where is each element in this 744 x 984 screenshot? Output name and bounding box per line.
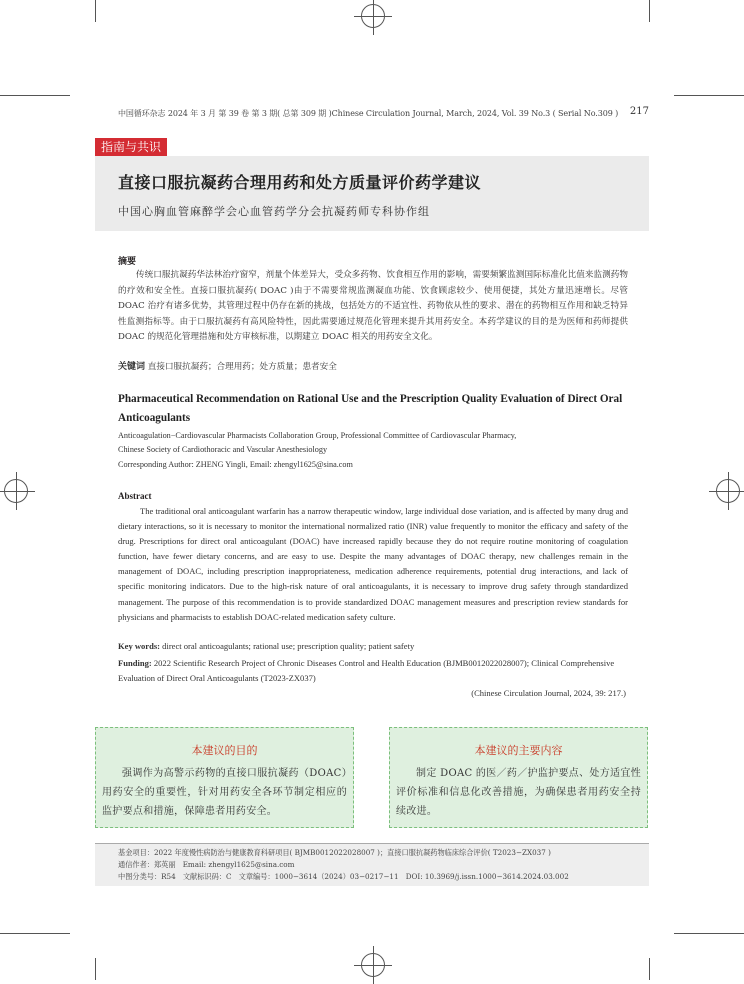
footer-corresponding-line: 通信作者：郑英丽 Email: zhengyl1625@sina.com: [118, 860, 295, 869]
crop-mark: [0, 95, 70, 96]
crop-mark: [0, 933, 70, 934]
keywords-value-en: direct oral anticoagulants; rational use; prescription quality; patient safety: [162, 641, 415, 651]
registration-mark-icon: [4, 479, 28, 503]
crop-mark: [95, 958, 96, 980]
citation-en: (Chinese Circulation Journal, 2024, 39: 217.): [471, 688, 626, 698]
keywords-label-en: Key words:: [118, 641, 161, 651]
crop-mark: [649, 958, 650, 980]
footer-funding-line: 基金项目：2022 年度慢性病防治与健康教育科研项目( BJMB0012022028007 )；直接口服抗凝药物临床综合评价( T2023−ZX037 ): [118, 848, 551, 857]
abstract-heading-en: Abstract: [118, 491, 152, 501]
title-band: [95, 156, 649, 231]
author-group-cn: 中国心胸血管麻醉学会心血管药学分会抗凝药师专科协作组: [118, 205, 430, 218]
funding-en: [118, 656, 628, 686]
authors-line: Anticoagulation−Cardiovascular Pharmacists Collaboration Group, Professional Committee of Cardiovascular Pharmacy,: [118, 431, 517, 440]
registration-mark-icon: [361, 953, 385, 977]
article-title-en: Pharmaceutical Recommendation on Rational Use and the Prescription Quality Evaluation of Direct Oral Anticoagulants: [118, 393, 623, 424]
funding-value: 2022 Scientific Research Project of Chronic Diseases Control and Health Education (BJMB0012022028007); Clinical Comprehensive Evaluation of Direct Oral Anticoagulants (T2023-ZX037): [118, 658, 615, 683]
section-tag: 指南与共识: [95, 138, 167, 156]
crop-mark: [95, 0, 96, 22]
registration-mark-icon: [361, 4, 385, 28]
purpose-box-text: 强调作为高警示药物的直接口服抗凝药（DOAC）用药安全的重要性，针对用药安全各环节制定相应的监护要点和措施，保障患者用药安全。: [102, 768, 347, 817]
purpose-box: [95, 727, 354, 828]
abstract-heading-cn: 摘要: [118, 257, 137, 267]
running-header: 中国循环杂志 2024 年 3 月 第 39 卷 第 3 期( 总第 309 期 )Chinese Circulation Journal, March, 2024, Vol. 39 No.3 ( Serial No.309 ): [118, 109, 619, 118]
crop-mark: [649, 0, 650, 22]
registration-mark-icon: [716, 479, 740, 503]
keywords-en: [118, 641, 628, 651]
abstract-body-cn: 传统口服抗凝药华法林治疗窗窄，剂量个体差异大，受众多药物、饮食相互作用的影响，需要频繁监测国际标准化比值来监测药物的疗效和安全性。直接口服抗凝药( DOAC )由于不需要常规监测凝血功能、饮食顾虑较少、使用便捷，其处方量迅速增长。尽管 DOAC 治疗有诸多优势，其管理过程中仍存在新的挑战，包括处方的不适宜性、药物依从性的要求、潜在的药物相互作用和缺乏特异性监测指标等。由于口服抗凝药有高风险特性，因此需要通过规范化管理来提升其用药安全。本药学建议的目的是为医师和药师提供 DOAC 的规范化管理措施和处方审核标准，以期建立 DOAC 相关的用药安全文化。: [118, 270, 628, 343]
author-block-en: [118, 429, 628, 472]
article-title-cn: 直接口服抗凝药合理用药和处方质量评价药学建议: [118, 173, 482, 192]
abstract-body-en: The traditional oral anticoagulant warfarin has a narrow therapeutic window, large individual dose variation, and is affected by many drug and dietary interactions, so it is necessary to monitor the international normalized ratio (INR) value frequently to monitor the efficacy and safety of the drug. Prescriptions for direct oral anticoagulant (DOAC) have increased rapidly because they do not require routine monitoring of coagulation function, have fewer dietary concerns, and are easy to use. Despite the many advantages of DOAC therapy, new challenges remain in the management of DOAC, including prescription inappropriateness, medication adherence requirements, potential drug interactions, and lack of specific monitoring indicators. Due to the high-risk nature of oral anticoagulants, it is necessary to improve drug safety through standardized management. The purpose of this recommendation is to provide standardized DOAC management measures and prescription review standards for physicians and pharmacists to establish DOAC-related medication safety culture.: [118, 506, 628, 622]
main-content-box-title: 本建议的主要内容: [474, 744, 563, 757]
purpose-box-title: 本建议的目的: [191, 744, 258, 757]
page-number: 217: [629, 106, 649, 117]
funding-label: Funding:: [118, 658, 152, 668]
keywords-cn: [118, 359, 628, 372]
authors-line: Chinese Society of Cardiothoracic and Vascular Anesthesiology: [118, 445, 328, 455]
crop-mark: [674, 95, 744, 96]
corresponding-author: Corresponding Author: ZHENG Yingli, Email: zhengyl1625@sina.com: [118, 459, 353, 469]
keywords-label-cn: 关键词: [118, 362, 146, 372]
keywords-value-cn: 直接口服抗凝药；合理用药；处方质量；患者安全: [147, 362, 337, 372]
main-content-box: [389, 727, 648, 828]
footer-classification-line: 中图分类号：R54 文献标识码：C 文章编号：1000−3614（2024）03−0217−11 DOI: 10.3969/j.issn.1000−3614.2024.03.002: [118, 872, 569, 881]
crop-mark: [674, 933, 744, 934]
main-content-box-text: 制定 DOAC 的医／药／护监护要点、处方适宜性评价标准和信息化改善措施，为确保患者用药安全持续改进。: [396, 768, 641, 817]
